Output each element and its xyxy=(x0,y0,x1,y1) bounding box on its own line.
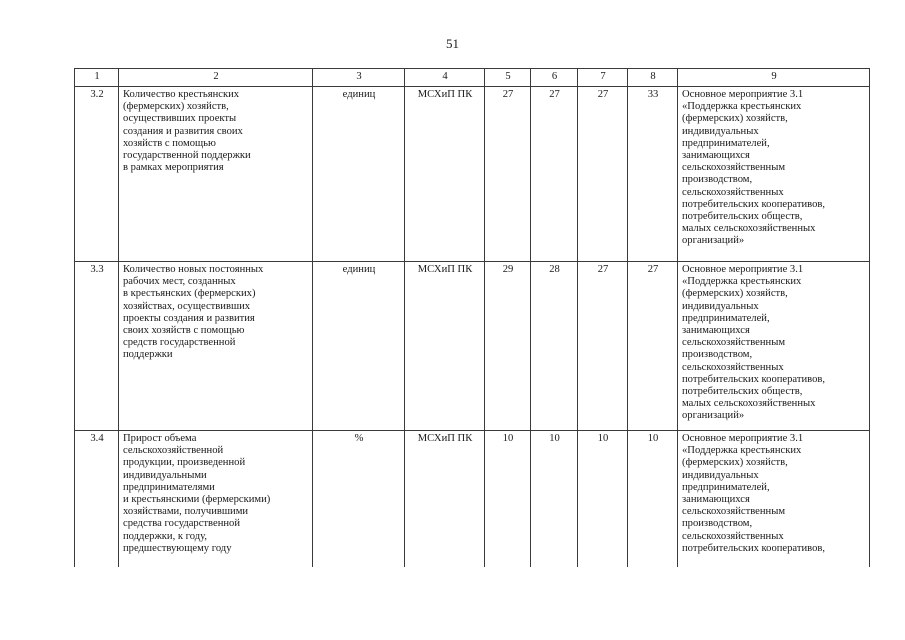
executor: МСХиП ПК xyxy=(405,87,485,262)
header-cell-4: 4 xyxy=(405,69,485,87)
header-cell-9: 9 xyxy=(678,69,870,87)
table-row xyxy=(75,87,870,262)
row-number: 3.4 xyxy=(75,431,119,568)
value-col-8: 27 xyxy=(628,262,678,431)
header-cell-2: 2 xyxy=(119,69,313,87)
executor: МСХиП ПК xyxy=(405,431,485,568)
program-event: Основное мероприятие 3.1 «Поддержка крестьянских (фермерских) хозяйств, индивидуальных предпринимателей, занимающихся сельскохозяйственным производством, сельскохозяйственных потребительских кооперативов, xyxy=(678,431,870,568)
row-number: 3.2 xyxy=(75,87,119,262)
table-header-row xyxy=(75,69,870,87)
value-col-8: 10 xyxy=(628,431,678,568)
value-col-7: 27 xyxy=(578,87,628,262)
executor: МСХиП ПК xyxy=(405,262,485,431)
value-col-8: 33 xyxy=(628,87,678,262)
row-number: 3.3 xyxy=(75,262,119,431)
value-col-6: 27 xyxy=(531,87,578,262)
value-col-7: 27 xyxy=(578,262,628,431)
table-row xyxy=(75,431,870,568)
header-cell-3: 3 xyxy=(313,69,405,87)
value-col-5: 27 xyxy=(485,87,531,262)
value-col-7: 10 xyxy=(578,431,628,568)
unit-of-measure: единиц xyxy=(313,262,405,431)
value-col-5: 10 xyxy=(485,431,531,568)
value-col-5: 29 xyxy=(485,262,531,431)
table-row xyxy=(75,262,870,431)
indicators-table xyxy=(74,68,870,567)
unit-of-measure: % xyxy=(313,431,405,568)
header-cell-1: 1 xyxy=(75,69,119,87)
indicator-name: Прирост объема сельскохозяйственной продукции, произведенной индивидуальными предпринимателями и крестьянскими (фермерскими) хозяйствами, получившими средства государственной поддержки, к году, предшествующему году xyxy=(119,431,313,568)
indicator-name: Количество новых постоянных рабочих мест, созданных в крестьянских (фермерских) хозяйствах, осуществивших проекты создания и развития своих хозяйств с помощью средств государственной поддержки xyxy=(119,262,313,431)
value-col-6: 28 xyxy=(531,262,578,431)
header-cell-6: 6 xyxy=(531,69,578,87)
unit-of-measure: единиц xyxy=(313,87,405,262)
program-event: Основное мероприятие 3.1 «Поддержка крестьянских (фермерских) хозяйств, индивидуальных предпринимателей, занимающихся сельскохозяйственным производством, сельскохозяйственных потребительских кооперативов, потребительских обществ, малых сельскохозяйственных организаций» xyxy=(678,262,870,431)
indicator-name: Количество крестьянских (фермерских) хозяйств, осуществивших проекты создания и развития своих хозяйств с помощью государственной поддержки в рамках мероприятия xyxy=(119,87,313,262)
program-event: Основное мероприятие 3.1 «Поддержка крестьянских (фермерских) хозяйств, индивидуальных предпринимателей, занимающихся сельскохозяйственным производством, сельскохозяйственных потребительских кооперативов, потребительских обществ, малых сельскохозяйственных организаций» xyxy=(678,87,870,262)
value-col-6: 10 xyxy=(531,431,578,568)
page-number: 51 xyxy=(446,36,459,51)
header-cell-7: 7 xyxy=(578,69,628,87)
header-cell-5: 5 xyxy=(485,69,531,87)
header-cell-8: 8 xyxy=(628,69,678,87)
